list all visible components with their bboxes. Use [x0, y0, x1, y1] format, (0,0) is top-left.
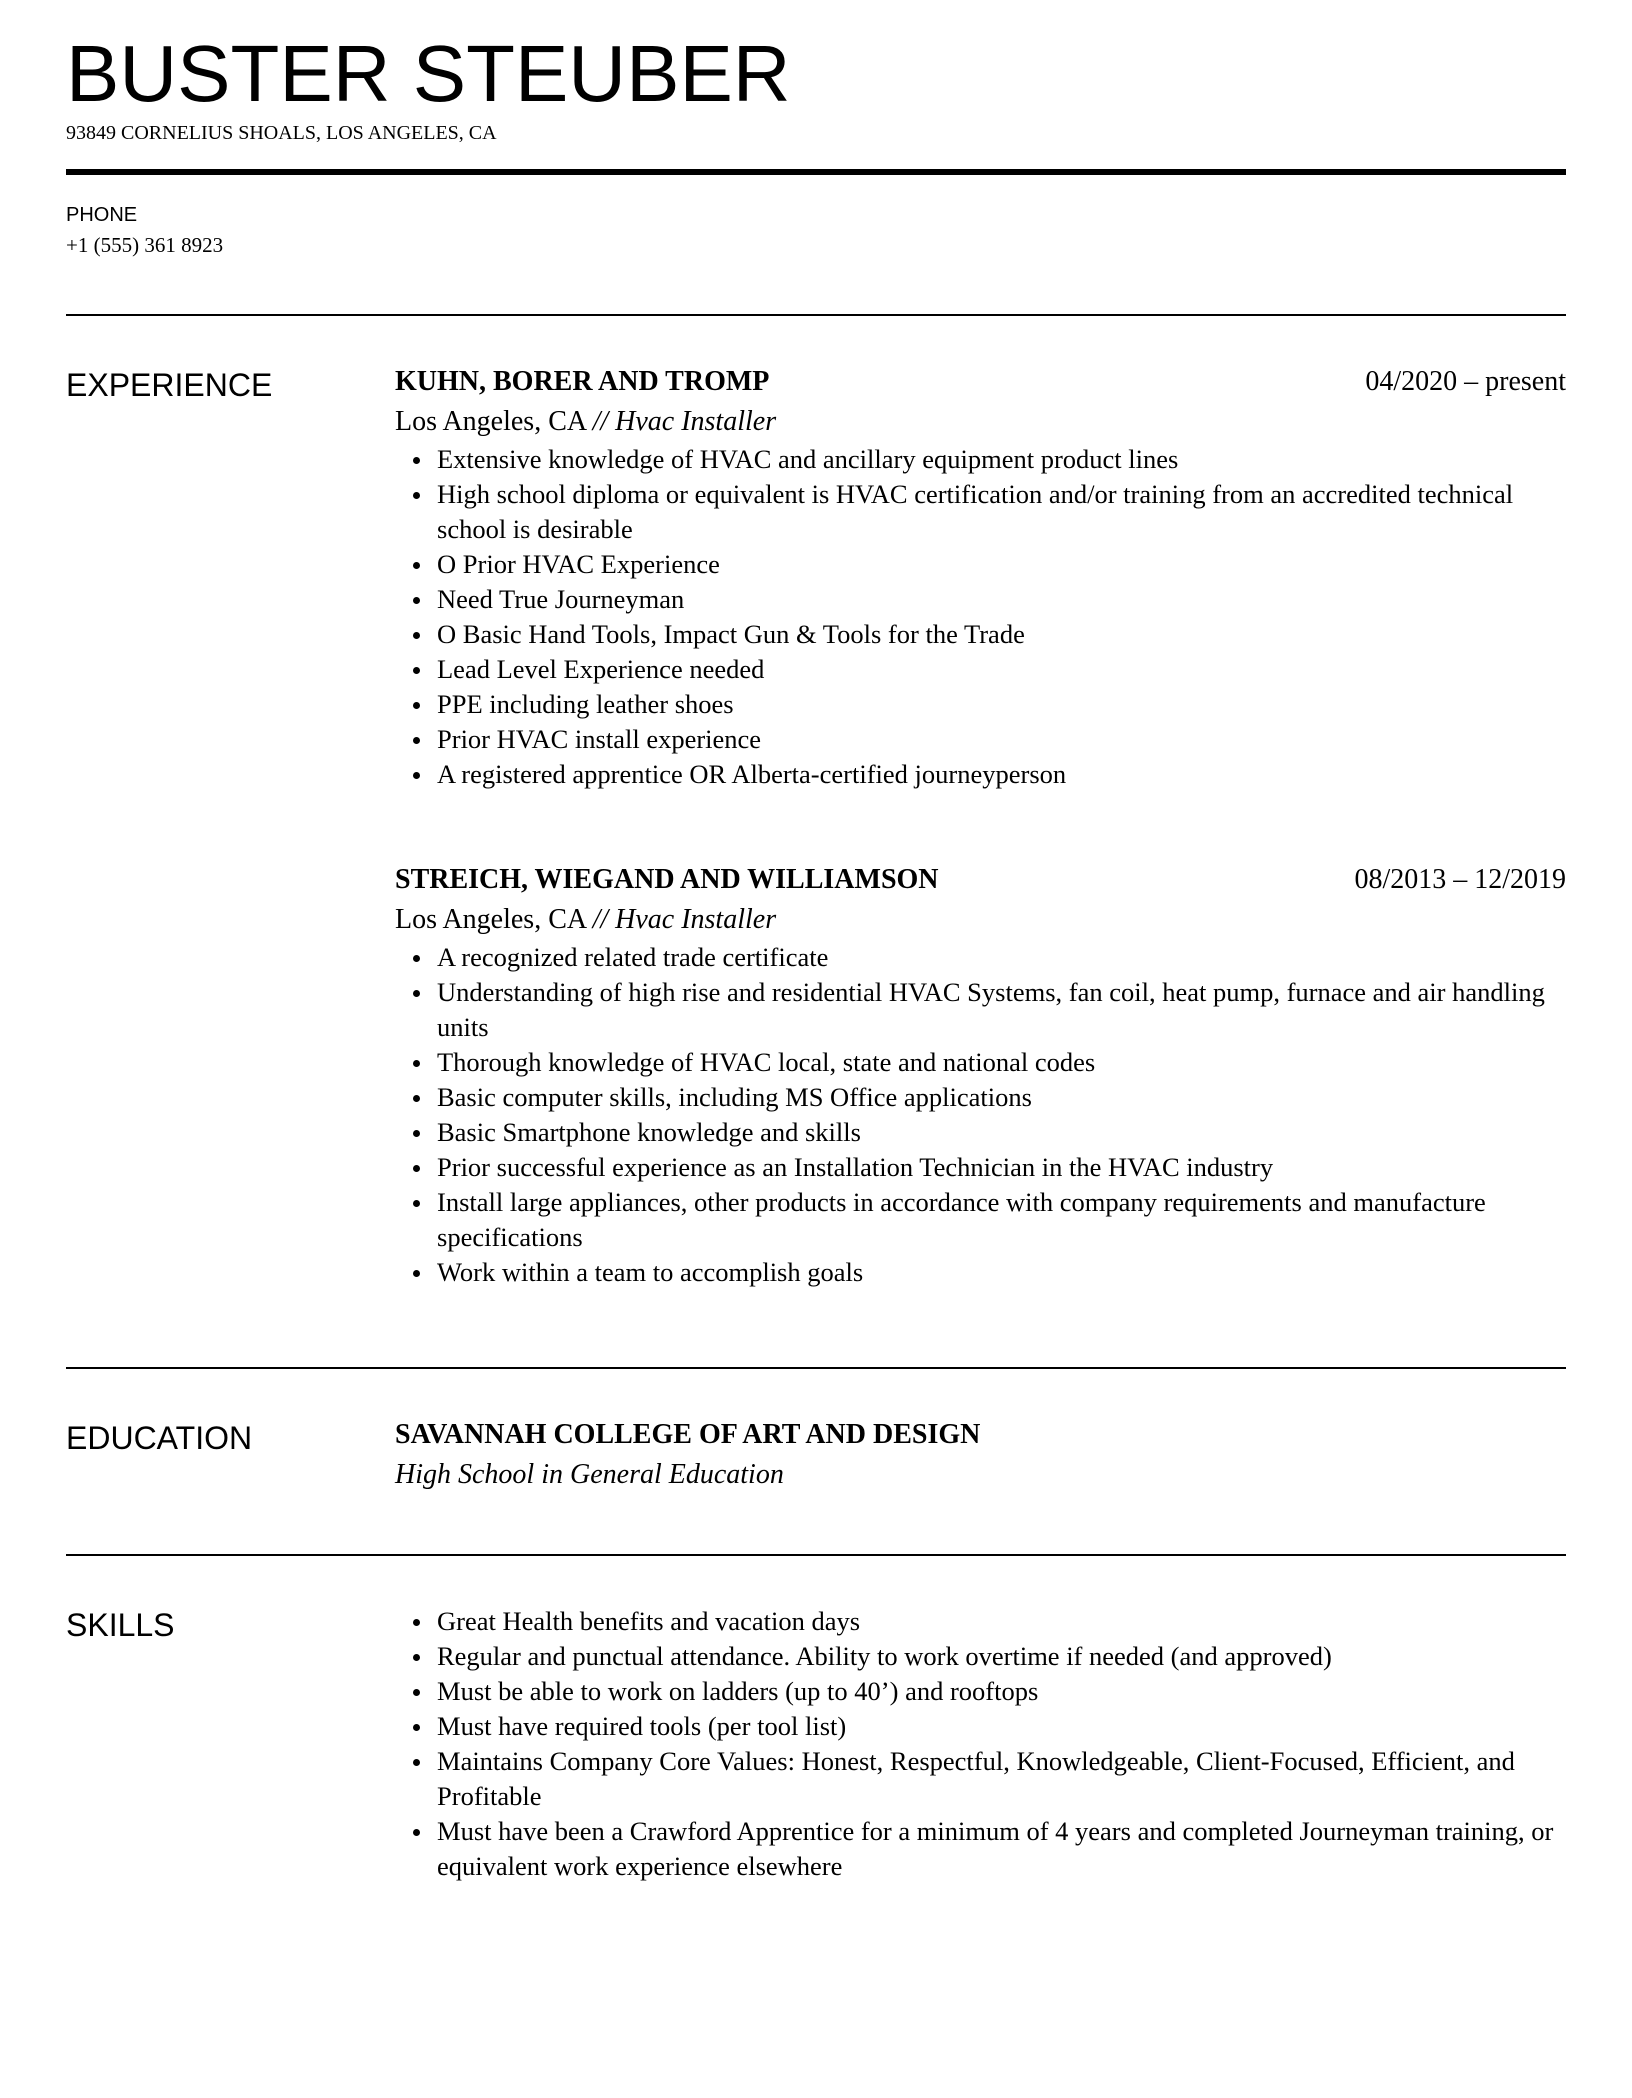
job-subtitle	[395, 900, 1566, 940]
duty-item: Prior HVAC install experience	[437, 722, 1566, 757]
company-name: STREICH, WIEGAND AND WILLIAMSON	[395, 864, 939, 895]
school-name: SAVANNAH COLLEGE OF ART AND DESIGN	[395, 1419, 981, 1450]
degree: High School in General Education	[395, 1459, 784, 1490]
subtitle-separator: //	[592, 904, 609, 935]
duty-item: Basic Smartphone knowledge and skills	[437, 1115, 1566, 1150]
candidate-address: 93849 CORNELIUS SHOALS, LOS ANGELES, CA	[66, 122, 497, 144]
duty-item: PPE including leather shoes	[437, 687, 1566, 722]
job-role: Hvac Installer	[615, 904, 777, 935]
job-dates: 08/2013 – 12/2019	[1354, 864, 1566, 895]
skill-item: Must be able to work on ladders (up to 40’) and rooftops	[437, 1674, 1566, 1709]
job-subtitle	[395, 402, 1566, 442]
skill-item: Maintains Company Core Values: Honest, Respectful, Knowledgeable, Client-Focused, Efficient, and Profitable	[437, 1744, 1566, 1814]
duty-item: Work within a team to accomplish goals	[437, 1255, 1566, 1290]
job-location: Los Angeles, CA	[395, 406, 586, 437]
skill-item: Regular and punctual attendance. Ability to work overtime if needed (and approved)	[437, 1639, 1566, 1674]
education-entry	[395, 1415, 1566, 1495]
job-dates: 04/2020 – present	[1365, 366, 1566, 397]
job-duties	[395, 940, 1566, 1290]
job-role: Hvac Installer	[615, 406, 777, 437]
skills-list	[395, 1604, 1566, 1884]
duty-item: Basic computer skills, including MS Office applications	[437, 1080, 1566, 1115]
skill-item: Great Health benefits and vacation days	[437, 1604, 1566, 1639]
duty-item: O Prior HVAC Experience	[437, 547, 1566, 582]
job-header	[395, 860, 1566, 900]
skill-item: Must have required tools (per tool list)	[437, 1709, 1566, 1744]
phone-number: +1 (555) 361 8923	[66, 233, 224, 257]
skill-item: Must have been a Crawford Apprentice for a minimum of 4 years and completed Journeyman training, or equivalent work experience elsewhere	[437, 1814, 1566, 1884]
duty-item: Extensive knowledge of HVAC and ancillary equipment product lines	[437, 442, 1566, 477]
education-heading: EDUCATION	[66, 1420, 253, 1456]
duty-item: Understanding of high rise and residential HVAC Systems, fan coil, heat pump, furnace and air handling units	[437, 975, 1566, 1045]
experience-heading: EXPERIENCE	[66, 367, 273, 403]
job-entry	[395, 362, 1566, 792]
subtitle-separator: //	[592, 406, 609, 437]
duty-item: Lead Level Experience needed	[437, 652, 1566, 687]
phone-label: PHONE	[66, 204, 138, 226]
duty-item: High school diploma or equivalent is HVAC certification and/or training from an accredited technical school is desirable	[437, 477, 1566, 547]
section-divider	[66, 1554, 1566, 1556]
job-location: Los Angeles, CA	[395, 904, 586, 935]
duty-item: A recognized related trade certificate	[437, 940, 1566, 975]
section-divider	[66, 1367, 1566, 1369]
duty-item: Prior successful experience as an Installation Technician in the HVAC industry	[437, 1150, 1566, 1185]
section-divider	[66, 314, 1566, 316]
candidate-name: BUSTER STEUBER	[66, 29, 791, 118]
skills-heading: SKILLS	[66, 1607, 175, 1643]
duty-item: O Basic Hand Tools, Impact Gun & Tools for the Trade	[437, 617, 1566, 652]
skills-entry	[395, 1604, 1566, 1884]
duty-item: Install large appliances, other products in accordance with company requirements and manufacture specifications	[437, 1185, 1566, 1255]
job-header	[395, 362, 1566, 402]
company-name: KUHN, BORER AND TROMP	[395, 366, 770, 397]
duty-item: A registered apprentice OR Alberta-certified journeyperson	[437, 757, 1566, 792]
job-entry	[395, 860, 1566, 1290]
job-duties	[395, 442, 1566, 792]
header-divider	[66, 169, 1566, 175]
duty-item: Thorough knowledge of HVAC local, state and national codes	[437, 1045, 1566, 1080]
duty-item: Need True Journeyman	[437, 582, 1566, 617]
